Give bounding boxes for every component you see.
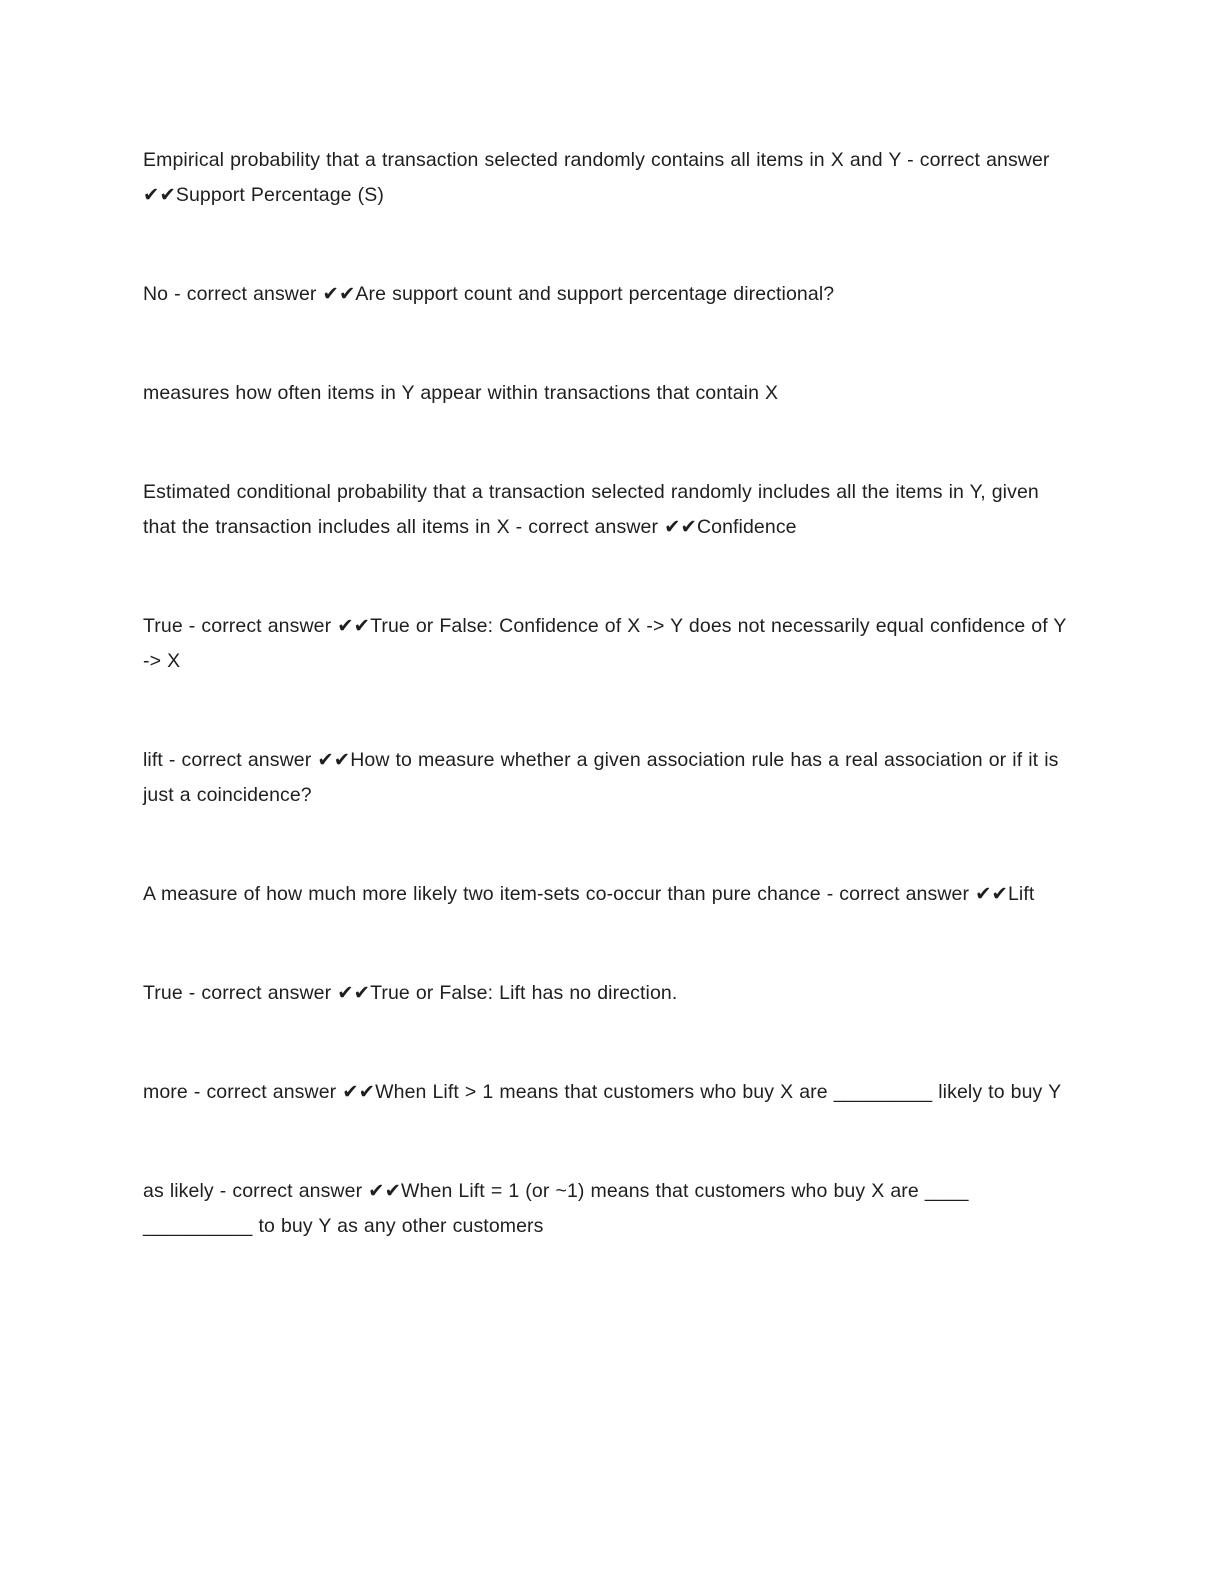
qa-paragraph: A measure of how much more likely two item-sets co-occur than pure chance - correct answer ✔✔Lift — [143, 883, 1035, 905]
qa-paragraph: as likely - correct answer ✔✔When Lift = 1 (or ~1) means that customers who buy X are ____ __________ to buy Y as any other customers — [143, 1180, 969, 1237]
document-content — [143, 143, 1075, 1308]
qa-paragraph: True - correct answer ✔✔True or False: Lift has no direction. — [143, 982, 678, 1004]
qa-paragraph: Empirical probability that a transaction selected randomly contains all items in X and Y - correct answer ✔✔Support Percentage (S) — [143, 149, 1050, 206]
qa-paragraph: True - correct answer ✔✔True or False: Confidence of X -> Y does not necessarily equal confidence of Y -> X — [143, 615, 1067, 672]
qa-paragraph: lift - correct answer ✔✔How to measure whether a given association rule has a real association or if it is just a coincidence? — [143, 749, 1059, 806]
qa-paragraph: more - correct answer ✔✔When Lift > 1 means that customers who buy X are _________ likely to buy Y — [143, 1081, 1062, 1103]
qa-paragraph: Estimated conditional probability that a transaction selected randomly includes all the items in Y, given that the transaction includes all items in X - correct answer ✔✔Confidence — [143, 481, 1039, 538]
qa-paragraph: measures how often items in Y appear within transactions that contain X — [143, 382, 779, 404]
qa-paragraph: No - correct answer ✔✔Are support count and support percentage directional? — [143, 283, 835, 305]
